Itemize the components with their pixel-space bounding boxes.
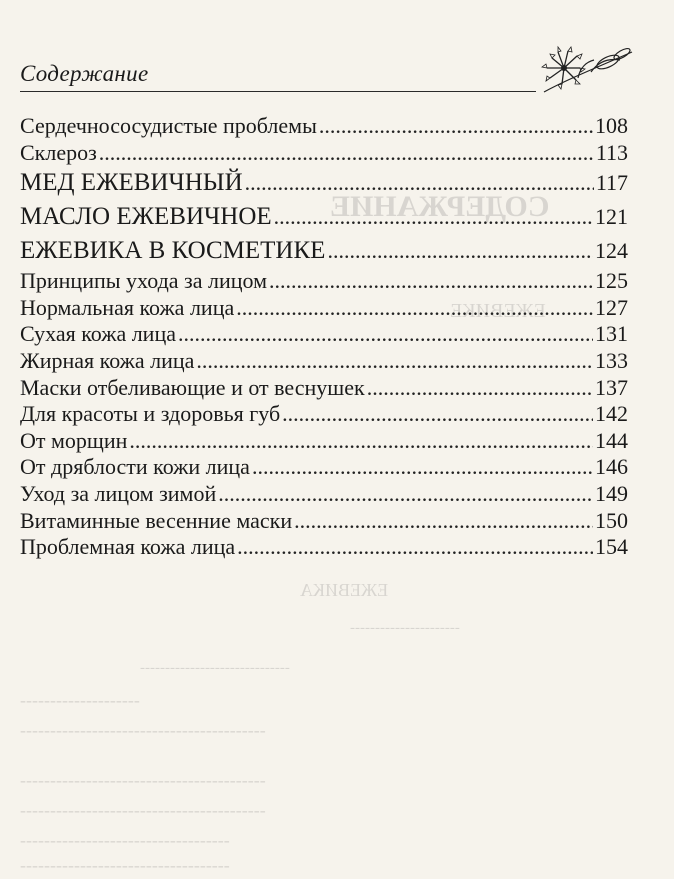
dot-leader [99,140,594,167]
toc-entry-title: Сухая кожа лица [20,321,176,347]
dot-leader [274,200,593,234]
toc-entry[interactable] [20,428,628,455]
dot-leader [327,234,593,268]
flower-sprig-icon [536,40,636,100]
toc-entry-title: Нормальная кожа лица [20,294,235,320]
table-of-contents [20,113,628,561]
toc-entry-title: Сердечнососудистые проблемы [20,113,317,138]
toc-entry-page: 146 [595,454,628,480]
toc-entry-title: Склероз [20,139,97,165]
toc-entry-page: 137 [595,374,628,400]
toc-entry-page: 117 [595,170,628,196]
toc-entry-page: 121 [595,204,628,230]
toc-entry[interactable] [20,454,628,481]
toc-entry-page: 113 [595,139,628,165]
toc-entry[interactable] [20,401,628,428]
dot-leader [282,401,593,428]
toc-entry-title: Проблемная кожа лица [20,534,236,560]
toc-entry-page: 154 [595,534,628,560]
toc-entry-title: Жирная кожа лица [20,347,195,373]
dot-leader [245,166,594,200]
toc-chapter-title: МАСЛО ЕЖЕВИЧНОЕ [20,203,272,231]
bleed-through-texture: СОДЕРЖАНИЕ ЕЖЕВИКЕ ЕЖЕВИКА ---------------------- ------------------------------ -------------------- ----------------------------------------- ----------------------------------------- ----------------------------------------- ----------------------------------- ----------------------------------- [20,190,550,875]
toc-entry-title: Принципы ухода за лицом [20,268,268,294]
toc-chapter-entry[interactable] [20,234,628,268]
toc-entry[interactable] [20,534,628,561]
toc-entry[interactable] [20,140,628,167]
toc-entry[interactable] [20,348,628,375]
dot-leader [269,268,593,295]
toc-entry-page: 108 [595,113,628,138]
toc-entry[interactable] [20,295,628,322]
toc-entry-page: 150 [595,507,628,533]
toc-entry-page: 133 [595,347,628,373]
toc-entry-page: 124 [595,238,628,264]
toc-entry-page: 142 [595,401,628,427]
dot-leader [367,375,593,402]
toc-entry-page: 149 [595,480,628,506]
toc-entry-title: Витаминные весенние маски [20,507,293,533]
toc-entry[interactable] [20,508,628,535]
dot-leader [237,534,593,561]
toc-entry[interactable] [20,481,628,508]
dot-leader [178,321,593,348]
toc-chapter-entry[interactable] [20,200,628,234]
section-heading: Содержание [20,61,149,86]
toc-chapter-title: МЕД ЕЖЕВИЧНЫЙ [20,169,243,197]
toc-entry-page: 127 [595,294,628,320]
dot-leader [196,348,593,375]
toc-entry-title: От дряблости кожи лица [20,454,250,480]
toc-entry-page: 144 [595,427,628,453]
dot-leader [129,428,593,455]
dot-leader [252,454,593,481]
dot-leader [319,113,593,140]
header-rule [20,91,536,92]
toc-entry[interactable] [20,321,628,348]
toc-entry[interactable] [20,113,628,140]
toc-entry[interactable] [20,375,628,402]
dot-leader [236,295,593,322]
toc-entry-title: Маски отбеливающие и от веснушек [20,374,365,400]
toc-entry-page: 125 [595,268,628,294]
dot-leader [218,481,593,508]
toc-entry-title: От морщин [20,427,128,453]
toc-chapter-title: ЕЖЕВИКА В КОСМЕТИКЕ [20,237,326,265]
toc-entry[interactable] [20,268,628,295]
toc-entry-title: Для красоты и здоровья губ [20,401,281,427]
toc-entry-title: Уход за лицом зимой [20,480,217,506]
toc-entry-page: 131 [595,321,628,347]
dot-leader [294,508,593,535]
toc-chapter-entry[interactable] [20,166,628,200]
